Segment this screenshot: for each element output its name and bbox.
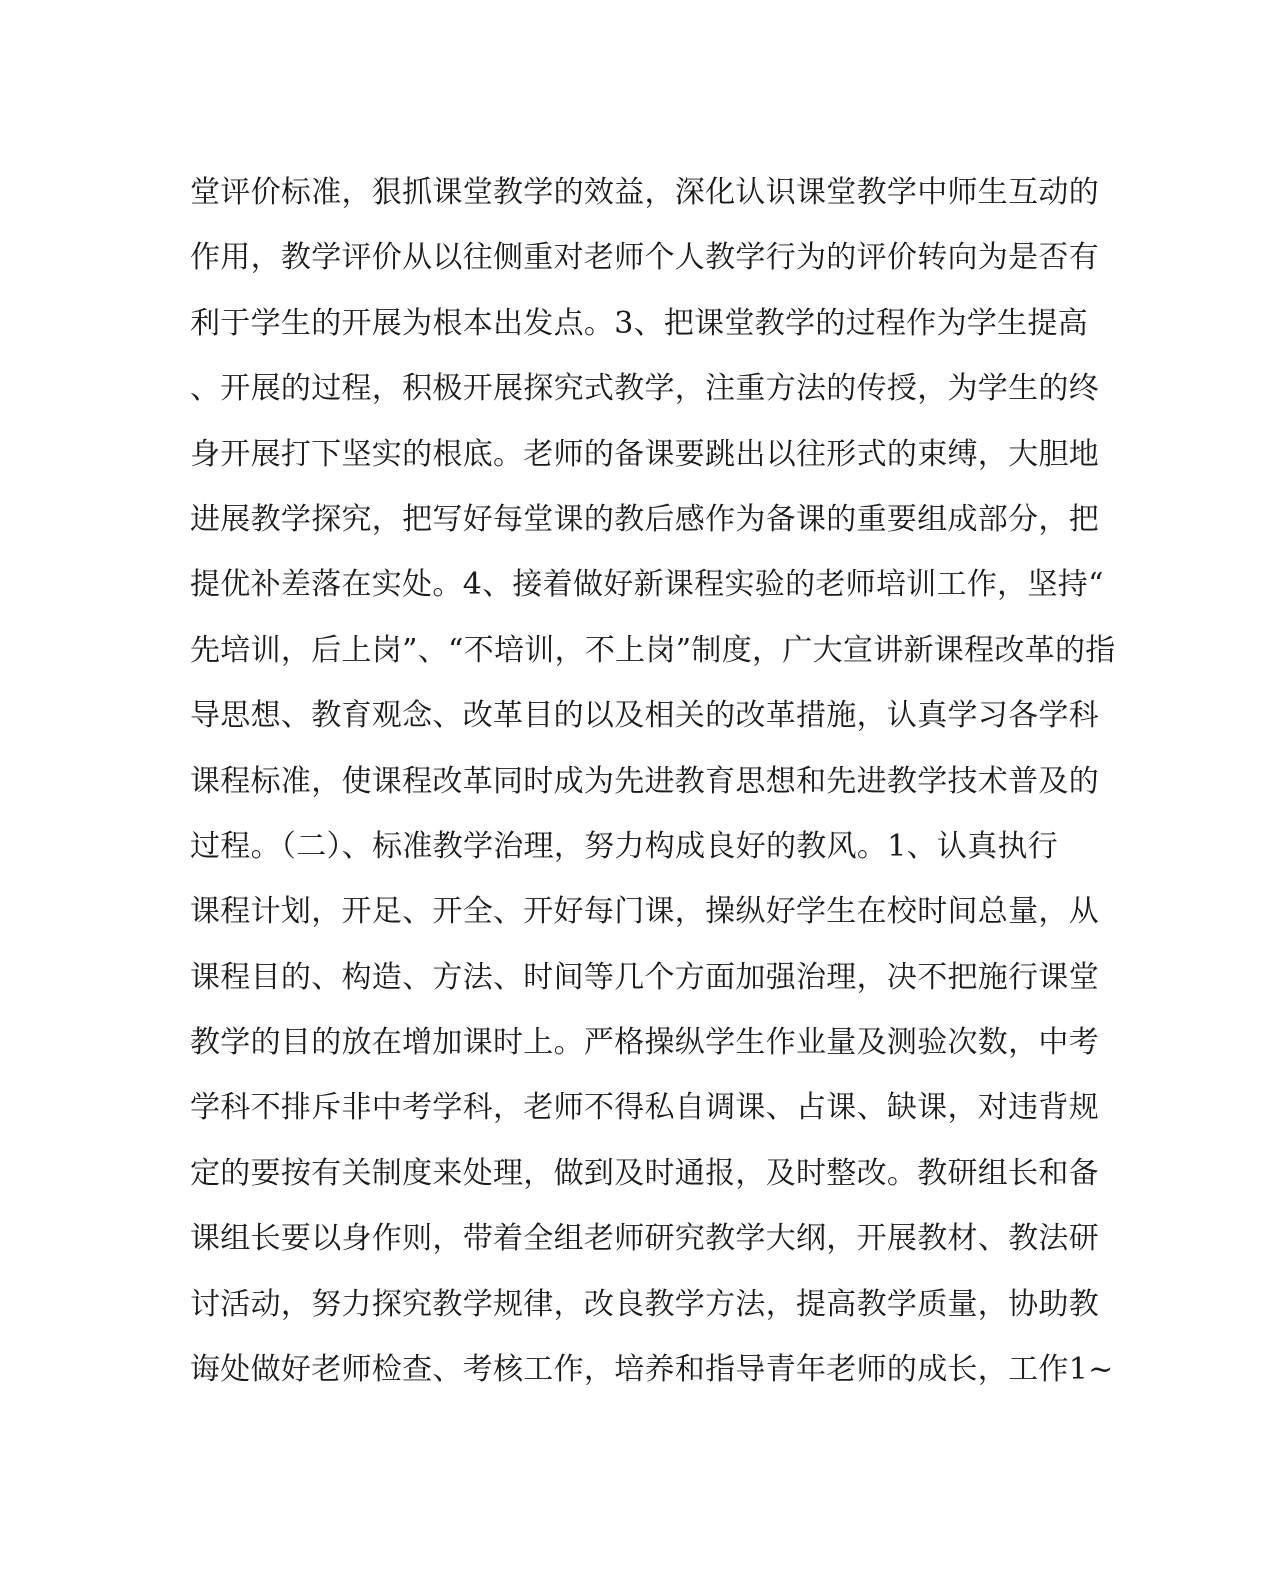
text-line-10: 课程标准，使课程改革同时成为先进教育思想和先进教学技术普及的 <box>190 763 1099 799</box>
text-line-17: 课组长要以身作则，带着全组老师研究教学大纲，开展教材、教法研 <box>190 1221 1099 1257</box>
body-text <box>190 160 1116 1402</box>
text-line-6: 进展教学探究，把写好每堂课的教后感作为备课的重要组成部分，把 <box>190 501 1099 537</box>
text-line-4: 、开展的过程，积极开展探究式教学，注重方法的传授，为学生的终 <box>190 371 1099 407</box>
text-line-8: 先培训，后上岗”、“不培训，不上岗”制度，广大宣讲新课程改革的指 <box>190 632 1116 668</box>
text-line-3: 利于学生的开展为根本出发点。3、把课堂教学的过程作为学生提高 <box>190 305 1089 341</box>
text-line-5: 身开展打下坚实的根底。老师的备课要跳出以往形式的束缚，大胆地 <box>190 436 1099 472</box>
text-line-11: 过程。（二）、标准教学治理，努力构成良好的教风。1、认真执行 <box>190 828 1059 864</box>
text-line-18: 讨活动，努力探究教学规律，改良教学方法，提高教学质量，协助教 <box>190 1286 1099 1322</box>
text-line-14: 教学的目的放在增加课时上。严格操纵学生作业量及测验次数，中考 <box>190 1025 1099 1061</box>
text-line-16: 定的要按有关制度来处理，做到及时通报，及时整改。教研组长和备 <box>190 1155 1099 1191</box>
text-line-2: 作用，教学评价从以往侧重对老师个人教学行为的评价转向为是否有 <box>190 240 1099 276</box>
text-line-12: 课程计划，开足、开全、开好每门课，操纵好学生在校时间总量，从 <box>190 894 1099 930</box>
text-line-19: 诲处做好老师检查、考核工作，培养和指导青年老师的成长，工作1~ <box>190 1352 1114 1388</box>
text-line-15: 学科不排斥非中考学科，老师不得私自调课、占课、缺课，对违背规 <box>190 1090 1099 1126</box>
text-line-13: 课程目的、构造、方法、时间等几个方面加强治理，决不把施行课堂 <box>190 959 1099 995</box>
text-line-9: 导思想、教育观念、改革目的以及相关的改革措施，认真学习各学科 <box>190 698 1099 734</box>
text-line-7: 提优补差落在实处。4、接着做好新课程实验的老师培训工作，坚持“ <box>190 567 1104 603</box>
text-line-1: 堂评价标准，狠抓课堂教学的效益，深化认识课堂教学中师生互动的 <box>190 175 1099 210</box>
